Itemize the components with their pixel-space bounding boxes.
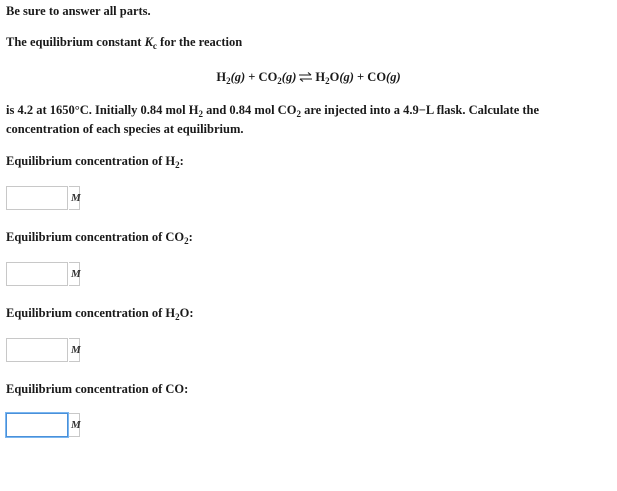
- product-co-phase: (g): [386, 70, 401, 84]
- part-label-text: :: [188, 230, 193, 244]
- unit-molarity: M: [69, 413, 80, 437]
- h2-concentration-input[interactable]: [6, 186, 68, 210]
- part-label-sub: 2: [184, 236, 189, 246]
- equilibrium-arrows-icon: [299, 72, 312, 82]
- part-label-text: O:: [179, 306, 194, 320]
- co-concentration-input[interactable]: [6, 413, 68, 437]
- kc-symbol: K: [144, 35, 153, 49]
- question-intro: [6, 35, 242, 50]
- reactant-co2-sub: 2: [277, 76, 282, 86]
- body-sub: 2: [198, 109, 204, 119]
- intro-suffix: for the reaction: [156, 35, 243, 49]
- instruction-text: Be sure to answer all parts.: [6, 4, 151, 18]
- reactant-co2-phase: (g): [281, 70, 297, 84]
- intro-prefix: The equilibrium constant: [6, 35, 145, 49]
- co2-concentration-input[interactable]: [6, 262, 68, 286]
- part-label-sub: 2: [175, 312, 180, 322]
- product-h2o: H: [315, 70, 326, 84]
- part-label-h2: [6, 154, 184, 169]
- question-body-line2: concentration of each species at equilibrium.: [6, 122, 244, 136]
- part-label-co: [6, 382, 188, 397]
- part-label-text: :: [179, 154, 184, 168]
- h2o-concentration-input[interactable]: [6, 338, 68, 362]
- part-label-co2: [6, 230, 193, 245]
- kc-subscript: c: [152, 41, 157, 51]
- unit-molarity: M: [69, 338, 80, 362]
- body-sub: 2: [296, 109, 301, 119]
- part-label-text: Equilibrium concentration of CO:: [6, 382, 189, 396]
- plus-sign: +: [245, 70, 259, 84]
- product-co: CO: [367, 70, 387, 84]
- product-h2o-o: O: [329, 70, 340, 84]
- part-label-text: Equilibrium concentration of H: [6, 306, 176, 320]
- question-body-line1: [6, 103, 539, 118]
- body-text: and 0.84 mol CO: [203, 103, 297, 117]
- reactant-h2: H: [216, 70, 227, 84]
- body-text: are injected into a 4.9−L flask. Calculate the: [300, 103, 540, 117]
- unit-molarity: M: [69, 186, 80, 210]
- part-label-h2o: [6, 306, 194, 321]
- reactant-h2-phase: (g): [230, 70, 246, 84]
- reactant-co2: CO: [258, 70, 278, 84]
- reactant-h2-sub: 2: [226, 76, 231, 86]
- part-label-text: Equilibrium concentration of H: [6, 154, 176, 168]
- reaction-equation: [0, 70, 617, 85]
- plus-sign: +: [353, 70, 368, 84]
- product-h2o-phase: (g): [339, 70, 354, 84]
- part-label-text: Equilibrium concentration of CO: [6, 230, 185, 244]
- body-text: is 4.2 at 1650°C. Initially 0.84 mol H: [6, 103, 199, 117]
- product-h2o-sub: 2: [325, 76, 330, 86]
- part-label-sub: 2: [175, 160, 180, 170]
- unit-molarity: M: [69, 262, 80, 286]
